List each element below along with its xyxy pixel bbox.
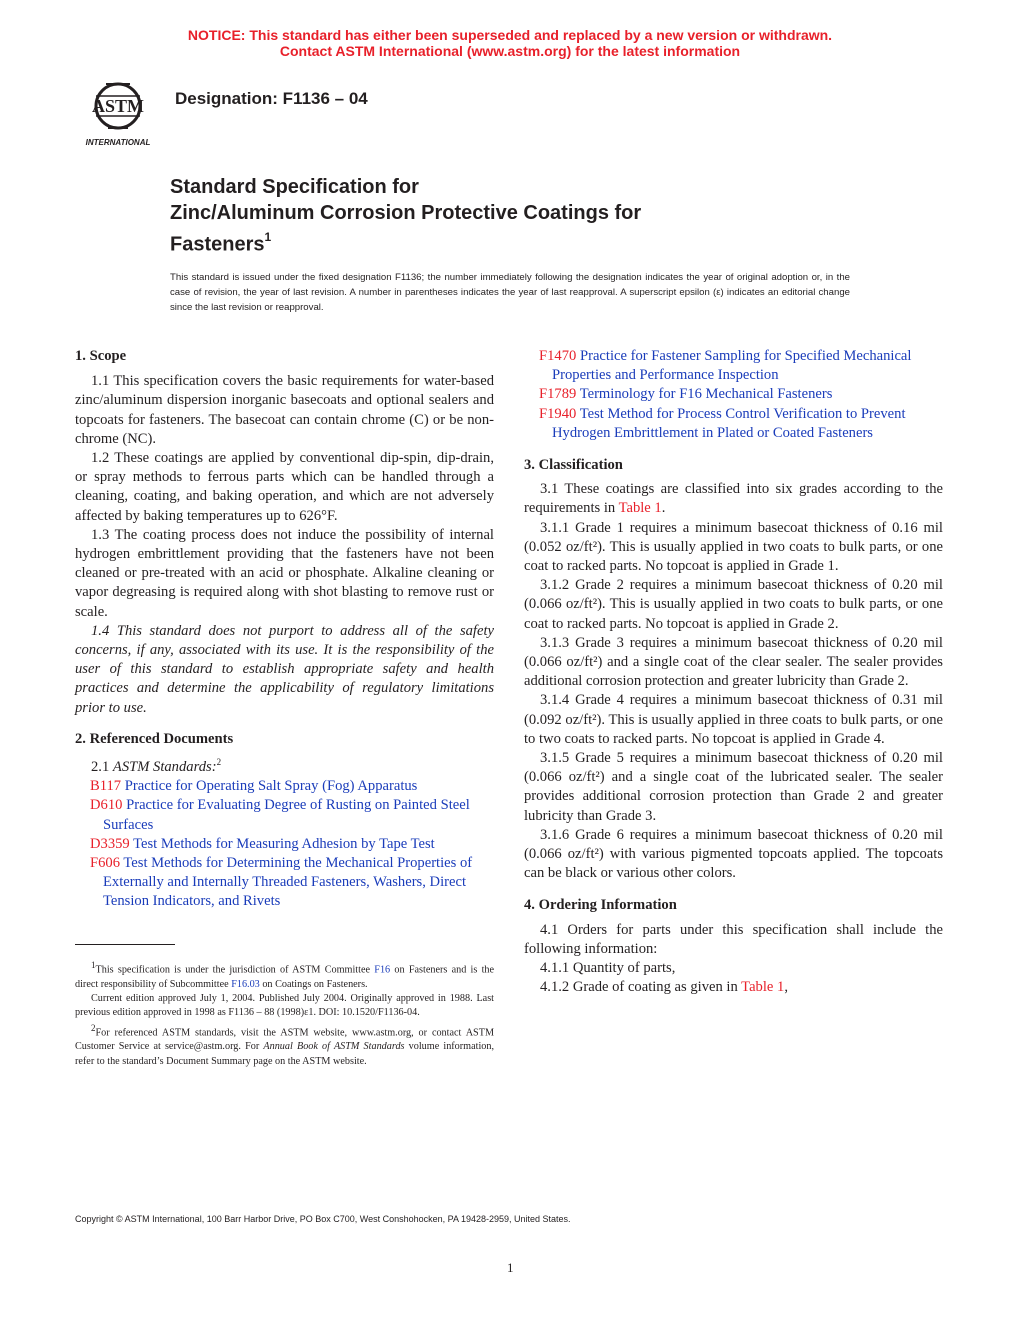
right-column xyxy=(524,347,943,998)
ref-f1940[interactable]: F1940 Test Method for Process Control Verification to Prevent Hydrogen Embrittlement in Plated or Coated Fasteners xyxy=(539,405,906,441)
footnote-1-edition: Current edition approved July 1, 2004. Published July 2004. Originally approved in 1988. Last previous edition approved in 1998 as F1136 – 88 (1998)ε1. DOI: 10.1520/F1136-04. xyxy=(75,992,494,1019)
link-f16[interactable]: F16 xyxy=(374,964,391,976)
title-line2: Zinc/Aluminum Corrosion Protective Coatings for xyxy=(170,202,642,224)
footnote-1: $^1$This specification is under the jurisdiction of ASTM Committee F16 on Fasteners and is the direct responsibility of Subcommittee F16.03 on Coatings on Fasteners. xyxy=(75,960,495,990)
para-1-1: 1.1 This specification covers the basic requirements for water-based zinc/aluminum dispersion inorganic basecoats and optional sealers and topcoats for fasteners. The basecoat can contain chrome (C) or be non-chrome (NC). xyxy=(75,373,494,447)
ref-f1789[interactable]: F1789 Terminology for F16 Mechanical Fasteners xyxy=(539,386,833,403)
title-line3: Fasteners xyxy=(170,233,265,256)
para-3-1-1: 3.1.1 Grade 1 requires a minimum basecoat thickness of 0.16 mil (0.052 oz/ft²). This is usually applied in two coats to bulk parts, or one coat to racked parts. No topcoat is applied in Grade 1. xyxy=(524,519,943,575)
ref-f1470[interactable]: F1470 Practice for Fastener Sampling for Specified Mechanical Properties and Performance Inspection xyxy=(539,348,912,384)
para-4-1-2: 4.1.2 Grade of coating as given in Table 1, xyxy=(540,979,788,996)
withdrawn-notice-line2: Contact ASTM International (www.astm.org) for the latest information xyxy=(279,43,741,59)
section-2-heading: 2. Referenced Documents xyxy=(75,730,234,747)
section-1-heading: 1. Scope xyxy=(75,348,127,364)
para-3-1-5: 3.1.5 Grade 5 requires a minimum basecoat thickness of 0.20 mil (0.066 oz/ft²) and a single coat of the lubricated sealer. The sealer provides additional corrosion protection than Grade 2 and greater lubricity than Grade 3. xyxy=(524,750,943,824)
ref-d3359[interactable]: D3359 Test Methods for Measuring Adhesion by Tape Test xyxy=(90,835,435,852)
title-footnote-mark: 1 xyxy=(264,230,272,244)
designation: Designation: F1136 – 04 xyxy=(175,89,368,108)
para-4-1-1: 4.1.1 Quantity of parts, xyxy=(540,960,676,977)
copyright-footer: Copyright © ASTM International, 100 Barr Harbor Drive, PO Box C700, West Conshohocken, PA 19428-2959, United States. xyxy=(75,1214,571,1224)
ref-d610[interactable]: D610 Practice for Evaluating Degree of Rusting on Painted Steel Surfaces xyxy=(90,797,470,833)
footnote-divider xyxy=(75,944,175,945)
para-3-1-4: 3.1.4 Grade 4 requires a minimum basecoat thickness of 0.31 mil (0.092 oz/ft²). This is usually applied in three coats to bulk parts, or one to two coats to racked parts. No topcoat is applied in Grade 4. xyxy=(524,692,943,747)
para-1-2: 1.2 These coatings are applied by conventional dip-spin, dip-drain, or spray methods to ferrous parts which can be handled through a cleaning, coating, and baking operation, and which are not adversely affected by baking temperatures up to 626°F. xyxy=(75,450,494,524)
section-4-heading: 4. Ordering Information xyxy=(524,897,677,914)
para-4-1: 4.1 Orders for parts under this specification shall include the following information: xyxy=(524,921,943,957)
table-1-link[interactable]: Table 1 xyxy=(618,500,662,517)
footnotes xyxy=(75,958,494,1069)
link-f16-03[interactable]: F16.03 xyxy=(231,978,260,990)
para-2-1: 2.1 ASTM Standards:$^2$ xyxy=(91,757,222,775)
issued-note: This standard is issued under the fixed designation F1136; the number immediately following the designation indicates the year of original adoption or, in the case of revision, the year of last revision. A number in parentheses indicates the year of last reapproval. A superscript epsilon (ε) indicates an editorial change since the last revision or reapproval. xyxy=(170,272,850,313)
para-3-1-2: 3.1.2 Grade 2 requires a minimum basecoat thickness of 0.20 mil (0.066 oz/ft²). This is usually applied in two coats to bulk parts, or one coat to racked parts. No topcoat is applied in Grade 2. xyxy=(524,577,943,632)
withdrawn-notice-line1: NOTICE: This standard has either been superseded and replaced by a new version or withdrawn. xyxy=(187,27,833,43)
page-number: 1 xyxy=(507,1260,514,1275)
document-title xyxy=(170,174,641,258)
para-3-1: 3.1 These coatings are classified into six grades according to the requirements in Table 1. xyxy=(524,481,943,517)
ref-f606[interactable]: F606 Test Methods for Determining the Mechanical Properties of Externally and Internally Threaded Fasteners, Washers, Direct Tension Indicators, and Rivets xyxy=(90,854,473,910)
left-column xyxy=(75,347,494,912)
section-3-heading: 3. Classification xyxy=(524,457,623,474)
svg-text:ASTM: ASTM xyxy=(91,96,145,116)
para-1-4: 1.4 This standard does not purport to address all of the safety concerns, if any, associated with its use. It is the responsibility of the user of this standard to establish appropriate safety and health practices and determine the applicability of regulatory limitations prior to use. xyxy=(75,622,494,716)
table-1-link-2[interactable]: Table 1 xyxy=(741,979,785,996)
para-3-1-3: 3.1.3 Grade 3 requires a minimum basecoat thickness of 0.20 mil (0.066 oz/ft²) and a single coat of the clear sealer. The sealer provides additional corrosion protection and greater lubricity than Grade 2. xyxy=(524,634,943,690)
svg-text:INTERNATIONAL: INTERNATIONAL xyxy=(85,138,151,147)
para-1-3: 1.3 The coating process does not induce the possibility of internal hydrogen embrittlement providing that the fasteners have not been cleaned or pre-treated with an acid or phosphate. Alkaline cleaning or vapor degreasing is required along with shot blasting to remove rust or scale. xyxy=(75,526,494,620)
astm-logo xyxy=(76,72,160,148)
footnote-2: $^2$For referenced ASTM standards, visit the ASTM website, www.astm.org, or contact ASTM Customer Service at service@astm.org. For Annual Book of ASTM Standards volume information, refer to the standard’s Document Summary page on the ASTM website. xyxy=(75,1022,495,1067)
ref-b117[interactable]: B117 Practice for Operating Salt Spray (Fog) Apparatus xyxy=(90,778,418,795)
title-line1: Standard Specification for xyxy=(170,176,419,198)
para-3-1-6: 3.1.6 Grade 6 requires a minimum basecoat thickness of 0.20 mil (0.066 oz/ft²) with various pigmented topcoats applied. The topcoats can be black or various other colors. xyxy=(524,826,943,882)
